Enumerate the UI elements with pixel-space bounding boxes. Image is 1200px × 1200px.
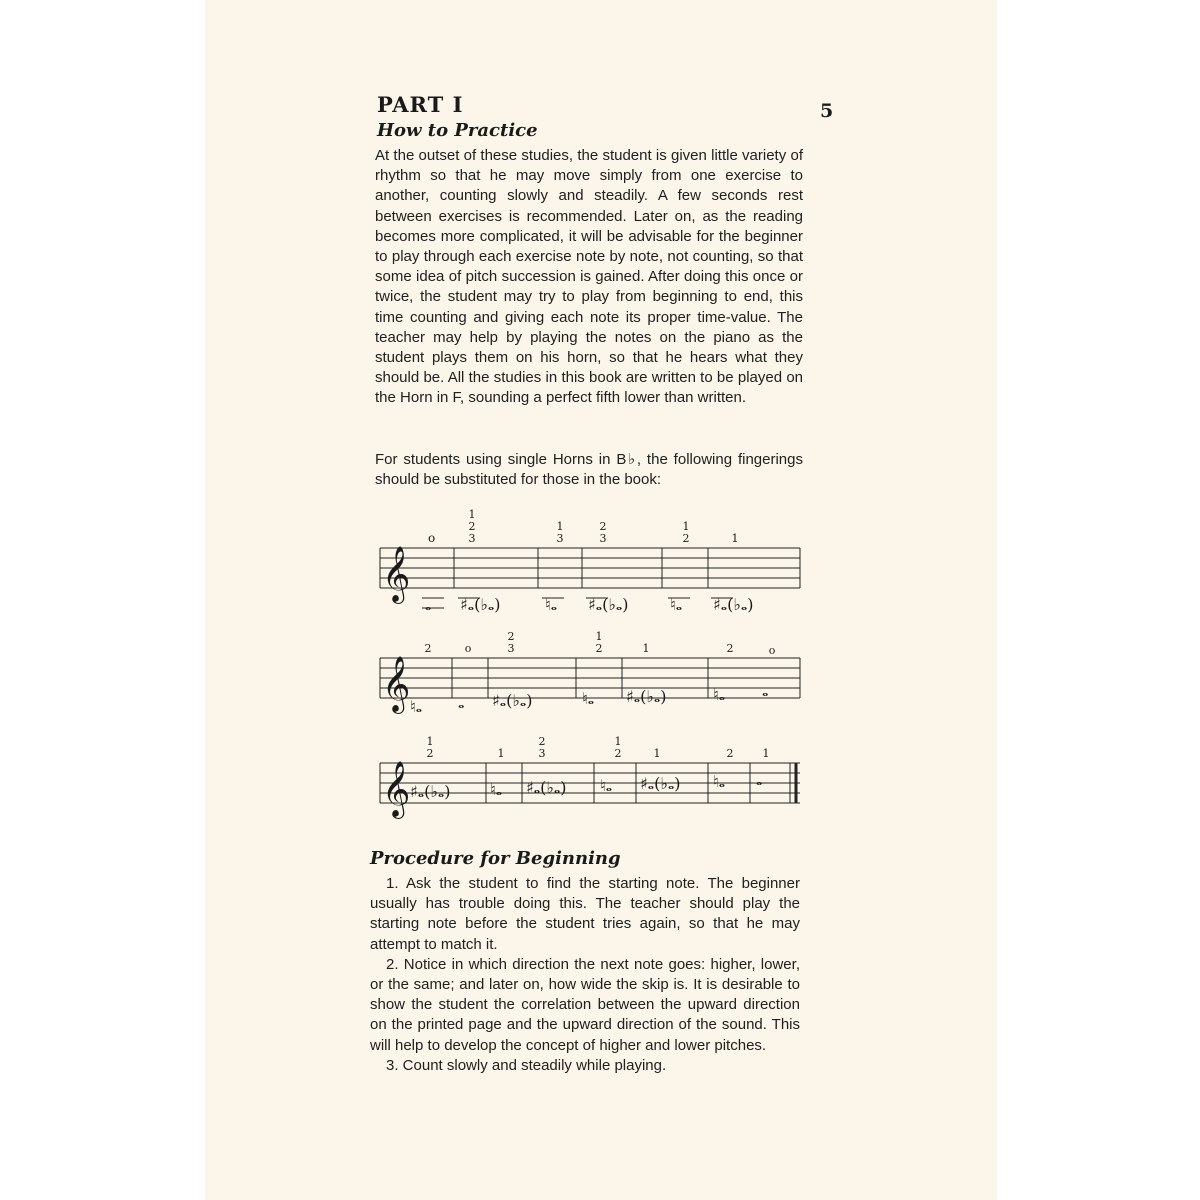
- procedure-list: [370, 874, 800, 1076]
- note-symbol: ♮𝅝: [713, 685, 726, 704]
- note-row: [410, 770, 762, 801]
- note-symbol: ♮𝅝: [600, 776, 613, 795]
- note-symbol: ♯𝅝(♭𝅝): [410, 782, 451, 801]
- fingering-staff-3: [370, 725, 810, 825]
- note-symbol: 𝅝: [425, 595, 432, 614]
- fingering-label: 1: [682, 520, 690, 533]
- note-symbol: ♮𝅝: [545, 595, 558, 614]
- fingering-label: 1: [426, 735, 434, 748]
- fingering-label: 3: [538, 747, 546, 760]
- note-symbol: ♯𝅝(♭𝅝): [640, 774, 681, 793]
- fingering-staff-2: [370, 620, 810, 720]
- note-symbol: ♯𝅝(♭𝅝): [588, 595, 629, 614]
- fingering-label: 1: [614, 735, 622, 748]
- note-symbol: ♯𝅝(♭𝅝): [526, 778, 567, 797]
- fingering-label: 2: [595, 642, 603, 655]
- treble-clef-icon: 𝄞: [382, 656, 411, 712]
- note-symbol: ♮𝅝: [582, 689, 595, 708]
- section-heading-procedure: Procedure for Beginning: [370, 848, 621, 869]
- fingering-label: o: [768, 644, 776, 657]
- fingering-label: 2: [726, 642, 734, 655]
- fingering-label: 2: [507, 630, 515, 643]
- note-symbol: 𝅝: [762, 681, 769, 700]
- fingering-label: 1: [731, 532, 739, 545]
- note-symbol: ♯𝅝(♭𝅝): [460, 595, 501, 614]
- fingering-label: 1: [468, 508, 476, 521]
- fingering-label: 3: [599, 532, 607, 545]
- note-symbol: ♮𝅝: [713, 772, 726, 791]
- note-symbol: ♮𝅝: [670, 595, 683, 614]
- list-item: 1. Ask the student to find the starting note. The beginner usually has trouble doing this. The teacher should play the starting note before the student tries again, so that he may attempt to match it.: [370, 875, 800, 953]
- list-item: 3. Count slowly and steadily while playing.: [386, 1056, 667, 1074]
- fingering-label: o: [464, 642, 472, 655]
- note-symbol: ♯𝅝(♭𝅝): [492, 691, 533, 710]
- fingering-label: 1: [595, 630, 603, 643]
- fingering-label: 2: [426, 747, 434, 760]
- fingering-label: 1: [642, 642, 650, 655]
- fingering-label: 2: [538, 735, 546, 748]
- list-item: 2. Notice in which direction the next note goes: higher, lower, or the same; and later on, how wide the skip is. It is desirable to show the student the correlation between the upward direction on the printed page and the upward direction of the sound. This will help to develop the concept of higher and lower pitches.: [370, 955, 800, 1054]
- note-symbol: ♮𝅝: [410, 697, 423, 716]
- fingering-label: 2: [614, 747, 622, 760]
- fingering-label: 1: [497, 747, 505, 760]
- fingering-label: 2: [682, 532, 690, 545]
- fingering-label: 3: [468, 532, 476, 545]
- fingering-label: 3: [507, 642, 515, 655]
- fingering-label: 2: [424, 642, 432, 655]
- fingering-staff-1: [370, 500, 810, 620]
- fingering-label: o: [428, 531, 436, 545]
- fingering-label: 3: [556, 532, 564, 545]
- part-title: PART I: [377, 92, 464, 117]
- treble-clef-icon: 𝄞: [382, 761, 411, 817]
- note-row: [410, 681, 768, 716]
- paragraph-bb-horn-note: For students using single Horns in B♭, the following fingerings should be substituted for those in the book:: [375, 451, 803, 489]
- fingering-label: 2: [468, 520, 476, 533]
- note-symbol: 𝅝: [458, 693, 465, 712]
- fingering-label: 2: [726, 747, 734, 760]
- page-number: 5: [820, 100, 834, 122]
- fingering-label: 1: [653, 747, 661, 760]
- note-symbol: ♮𝅝: [490, 780, 503, 799]
- fingering-label: 2: [599, 520, 607, 533]
- fingering-label: 1: [762, 747, 770, 760]
- section-heading-how-to-practice: How to Practice: [377, 120, 538, 141]
- note-symbol: 𝅝: [756, 770, 763, 789]
- fingering-label: 1: [556, 520, 564, 533]
- staff-lines: [380, 548, 800, 588]
- note-symbol: ♯𝅝(♭𝅝): [626, 687, 667, 706]
- note-symbol: ♯𝅝(♭𝅝): [713, 595, 754, 614]
- paragraph-how-to-practice: At the outset of these studies, the student is given little variety of rhythm so that he may move simply from one exercise to another, counting slowly and steadily. A few seconds rest between exercises is recommended. Later on, as the reading becomes more complicated, it will be advisable for the beginner to play through each exercise note by note, not counting, so that some idea of pitch succession is gained. After doing this once or twice, the student may try to play from beginning to end, this time counting and giving each note its proper time-value. The teacher may help by playing the notes on the piano as the student plays them on his horn, so that he hears what they should be. All the studies in this book are written to be played on the Horn in F, sounding a perfect fifth lower than written.: [375, 147, 803, 407]
- treble-clef-icon: 𝄞: [382, 546, 411, 602]
